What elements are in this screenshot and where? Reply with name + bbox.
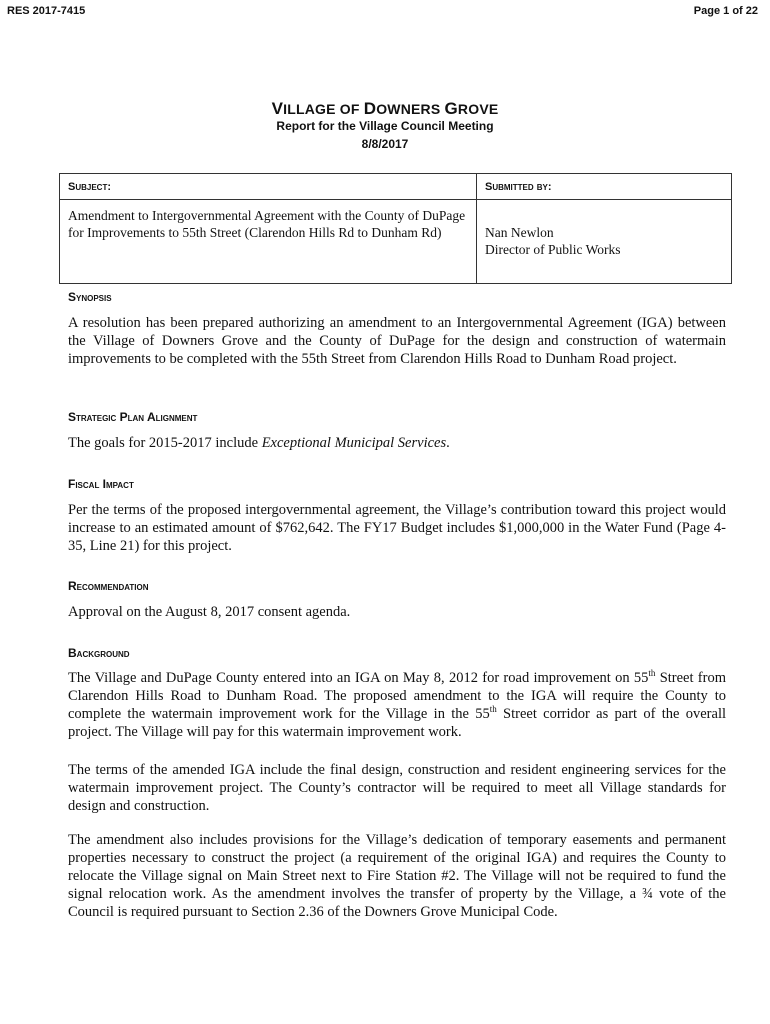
subject-text: Amendment to Intergovernmental Agreement with the County of DuPage for Improvements to 55th Street (Clarendon Hills Rd to Dunham Rd)	[60, 200, 477, 284]
background-paragraph-1: The Village and DuPage County entered into an IGA on May 8, 2012 for road improvement on 55th Street from Clarendon Hills Road to Dunham Road. The proposed amendment to the IGA will require the County to complete the watermain improvement work for the Village in the 55th Street corridor as part of the overall project. The Village will pay for this watermain improvement work.	[68, 668, 726, 740]
synopsis-heading: Synopsis	[68, 290, 112, 304]
background-heading: Background	[68, 646, 130, 660]
submitter-title: Director of Public Works	[485, 242, 621, 257]
strategic-plan-text: The goals for 2015-2017 include Exceptional Municipal Services.	[68, 435, 450, 451]
submitted-by-label: Submitted by:	[477, 174, 732, 200]
subject-label: Subject:	[60, 174, 477, 200]
strategic-plan-heading: Strategic Plan Alignment	[68, 410, 198, 424]
synopsis-text: A resolution has been prepared authorizing an amendment to an Intergovernmental Agreement (IGA) between the Village of Downers Grove and the County of DuPage for the design and construction of watermain improvements to be completed with the 55th Street from Clarendon Hills Road to Dunham Road project.	[68, 315, 726, 367]
background-paragraph-2: The terms of the amended IGA include the final design, construction and resident engineering services for the watermain improvement project. The County’s contractor will be required to meet all Village standards for design and construction.	[68, 762, 726, 814]
report-subtitle: Report for the Village Council Meeting	[276, 119, 494, 133]
info-table	[59, 173, 732, 284]
fiscal-impact-text: Per the terms of the proposed intergovernmental agreement, the Village’s contribution toward this project would increase to an estimated amount of $762,642. The FY17 Budget includes $1,000,000 in the Water Fund (Page 4-35, Line 21) for this project.	[68, 502, 726, 554]
document-id: RES 2017-7415	[7, 5, 86, 17]
meeting-date: 8/8/2017	[361, 137, 409, 151]
submitter-cell	[477, 200, 732, 284]
page-title: VILLAGE OF DOWNERS GROVE	[271, 99, 499, 118]
fiscal-impact-heading: Fiscal Impact	[68, 477, 134, 491]
recommendation-text: Approval on the August 8, 2017 consent agenda.	[68, 604, 351, 620]
submitter-name: Nan Newlon	[485, 225, 554, 240]
recommendation-heading: Recommendation	[68, 579, 149, 593]
background-paragraph-3: The amendment also includes provisions for the Village’s dedication of temporary easements and permanent properties necessary to construct the project (a requirement of the original IGA) and requires the County to relocate the Village signal on Main Street next to Fire Station #2. The Village will not be required to fund the signal relocation work. As the amendment involves the transfer of property by the Village, a ¾ vote of the Council is required pursuant to Section 2.36 of the Downers Grove Municipal Code.	[68, 832, 726, 920]
page-number: Page 1 of 22	[693, 5, 758, 17]
